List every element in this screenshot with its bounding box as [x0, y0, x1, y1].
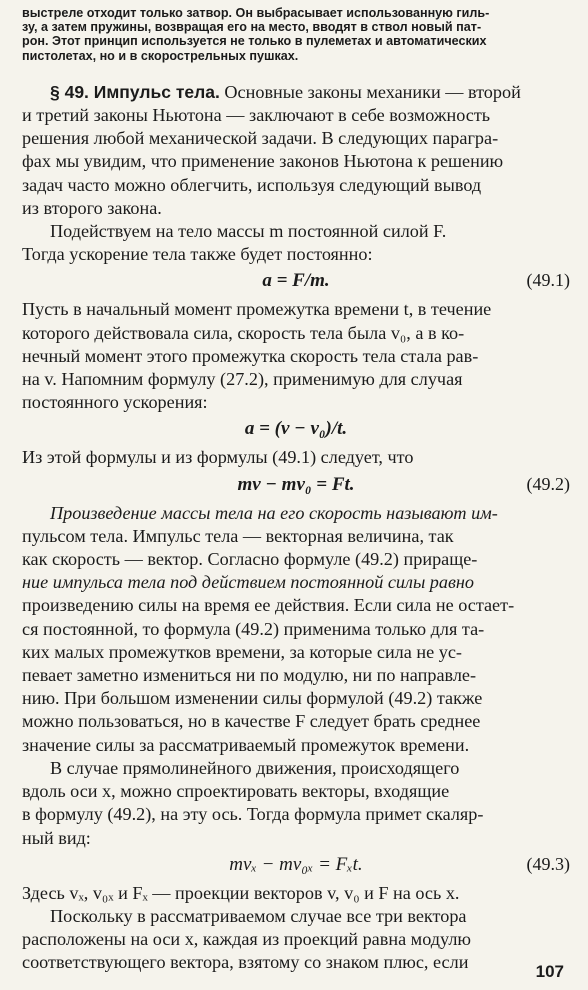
text-line: Поскольку в рассматриваемом случае все три вектора	[50, 905, 467, 926]
formula-number: (49.2)	[526, 473, 570, 494]
text-line: произведению силы на время ее действия. Если сила не остает-	[22, 595, 515, 616]
text-line: певает заметно измениться ни по модулю, ни по направле-	[22, 665, 477, 686]
text-line: Подействуем на тело массы m постоянной силой F.	[50, 221, 447, 242]
text-line: и третий законы Ньютона — заключают в себе возможность	[22, 105, 491, 126]
text-line: выстреле отходит только затвор. Он выбрасывает использованную гиль-	[22, 6, 490, 20]
text-line: расположены на оси x, каждая из проекций равна модулю	[22, 929, 471, 950]
text-line: В случае прямолинейного движения, происходящего	[50, 757, 460, 778]
formula-number: (49.3)	[526, 853, 570, 874]
text-line: Из этой формулы и из формулы (49.1) следует, что	[22, 447, 414, 468]
formula-49-3	[22, 850, 570, 882]
formula-expression: a = (v − v₀)/t.	[244, 418, 348, 440]
text-line: пульсом тела. Импульс тела — векторная величина, так	[22, 525, 454, 546]
text-line: значение силы за рассматриваемый промежуток времени.	[22, 734, 470, 755]
text-line: решения любой механической задачи. В следующих парагра-	[22, 128, 499, 149]
text-line: вдоль оси x, можно спроектировать векторы, входящие	[22, 781, 450, 802]
paragraph-5	[22, 502, 570, 757]
text-line: из второго закона.	[22, 197, 162, 218]
text-line: которого действовала сила, скорость тела была v₀, а в ко-	[22, 322, 465, 343]
text-line: ся постоянной, то формула (49.2) применима только для та-	[22, 618, 485, 639]
page-number: 107	[535, 962, 564, 981]
text-line: в формулу (49.2), на эту ось. Тогда формула примет скаляр-	[22, 804, 484, 825]
text-line: Произведение массы тела на его скорость называют им-	[50, 502, 498, 523]
formula-acceleration	[22, 414, 570, 446]
intro-paragraph	[22, 6, 570, 63]
formula-expression: mv − mv₀ = Ft.	[237, 473, 355, 495]
text-line: Здесь vₓ, v₀ₓ и Fₓ — проекции векторов v, v₀ и F на ось x.	[22, 882, 460, 903]
text-line: пистолетах, но и в скорострельных пушках.	[22, 48, 299, 63]
text-line: зу, а затем пружины, возвращая его на место, вводят в ствол новый пат-	[22, 20, 482, 35]
text-line: ких малых промежутков времени, за которые сила не ус-	[22, 641, 462, 662]
text-line: фах мы увидим, что применение законов Ньютона к решению	[22, 151, 504, 172]
text-line: нечный момент этого промежутка скорость тела стала рав-	[22, 345, 479, 366]
book-page	[22, 6, 570, 984]
paragraph-6	[22, 757, 570, 850]
text-line: на v. Напомним формулу (27.2), применимую для случая	[22, 369, 463, 390]
text-fragment: Основные законы механики — второй	[219, 81, 521, 102]
text-line: соответствующего вектора, взятому со знаком плюс, если	[22, 952, 469, 973]
text-line: Пусть в начальный момент промежутка времени t, в течение	[22, 299, 492, 320]
text-line: можно пользоваться, но в качестве F следует брать среднее	[22, 711, 481, 732]
formula-number: (49.1)	[526, 270, 570, 291]
text-line: постоянного ускорения:	[22, 392, 208, 413]
paragraph-7	[22, 882, 570, 975]
text-line: рон. Этот принцип используется не только в пулеметах и автоматических	[22, 34, 487, 49]
text-line: как скорость — вектор. Согласно формуле (49.2) прираще-	[22, 549, 478, 570]
text-line: нию. При большом изменении силы формулой (49.2) также	[22, 688, 483, 709]
section-paragraph	[22, 81, 570, 220]
text-line: ние импульса тела под действием постоянной силы равно	[22, 572, 475, 593]
text-line: задач часто можно облегчить, используя следующий вывод	[22, 174, 482, 195]
text-line: ный вид:	[22, 827, 91, 848]
paragraph-3	[22, 298, 570, 414]
formula-expression: mvₓ − mv₀ₓ = Fₓt.	[229, 853, 363, 875]
section-title: § 49. Импульс тела.	[50, 81, 220, 102]
formula-49-1	[22, 266, 570, 298]
paragraph-2	[22, 220, 570, 266]
formula-expression: a = F/m.	[262, 270, 330, 292]
text-line: Тогда ускорение тела также будет постоянно:	[22, 244, 373, 265]
paragraph-4	[22, 446, 570, 469]
section-first-line	[22, 81, 570, 104]
formula-49-2	[22, 470, 570, 502]
